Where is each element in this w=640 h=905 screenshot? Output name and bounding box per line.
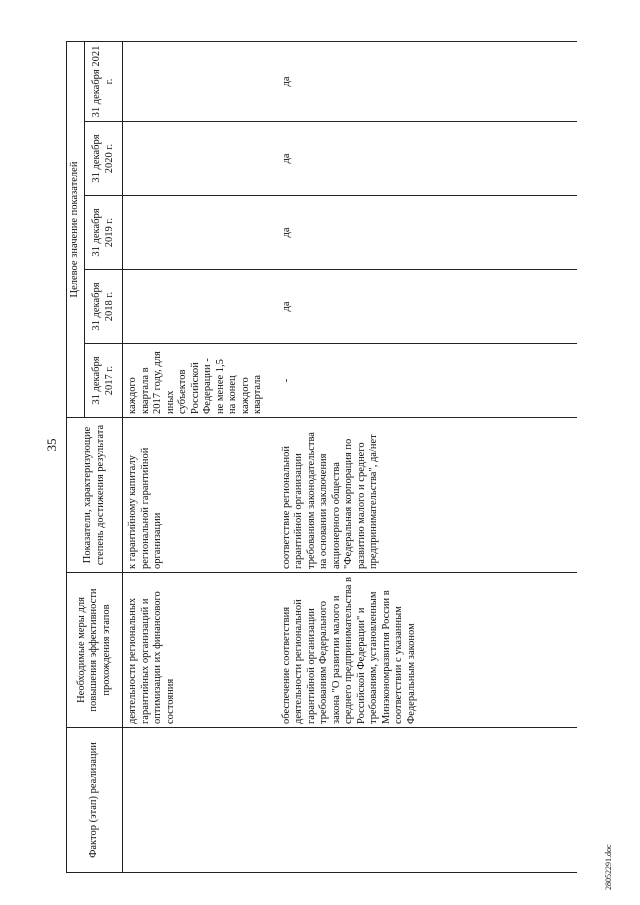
header-date-2018: 31 декабря 2018 г. xyxy=(85,270,123,344)
row2-measures: обеспечение соответствия деятельности региональной гарантийной организации требованиям Федерального закона "О развитии малого и среднего предпринимательства в Российской Федерации" и требованиям, установленным Минэкономразвития России в соответствии с указанным Федеральным законом xyxy=(277,573,577,728)
header-factor: Фактор (этап) реализации xyxy=(67,728,123,873)
row2-2017: - xyxy=(277,344,577,418)
header-measures: Необходимые меры для повышения эффективности прохождения этапов xyxy=(67,573,123,728)
row2-indicators: соответствие региональной гарантийной организации требованиям законодательства на основании заключения акционерного общества "Федеральная корпорация по развитию малого и среднего предпринимательства", да/нет xyxy=(277,418,577,573)
row2-2019: да xyxy=(277,196,577,270)
row1-2019 xyxy=(123,196,277,270)
header-date-2021: 31 декабря 2021 г. xyxy=(85,42,123,122)
row2-factor xyxy=(277,728,577,873)
header-date-2019: 31 декабря 2019 г. xyxy=(85,196,123,270)
row1-2018 xyxy=(123,270,277,344)
header-date-2020: 31 декабря 2020 г. xyxy=(85,122,123,196)
row2-2018: да xyxy=(277,270,577,344)
row1-2020 xyxy=(123,122,277,196)
table-row xyxy=(277,42,577,873)
page-number: 35 xyxy=(44,438,59,452)
row1-factor xyxy=(123,728,277,873)
row1-indicators: к гарантийному капиталу региональной гарантийной организации xyxy=(123,418,277,573)
row2-2020: да xyxy=(277,122,577,196)
document-id: 28052291.doc xyxy=(604,844,613,890)
row1-2021 xyxy=(123,42,277,122)
targets-table xyxy=(66,41,577,873)
table-row xyxy=(123,42,277,873)
header-target-values: Целевое значение показателей xyxy=(67,42,85,418)
row1-measures: деятельности региональных гарантийных организаций и оптимизации их финансового состояния xyxy=(123,573,277,728)
header-indicators: Показатели, характеризующие степень достижения результата xyxy=(67,418,123,573)
row2-2021: да xyxy=(277,42,577,122)
row1-2017: каждого квартала в 2017 году, для иных субъектов Российской Федерации - не менее 1,5 на конец каждого квартала xyxy=(123,344,277,418)
header-date-2017: 31 декабря 2017 г. xyxy=(85,344,123,418)
